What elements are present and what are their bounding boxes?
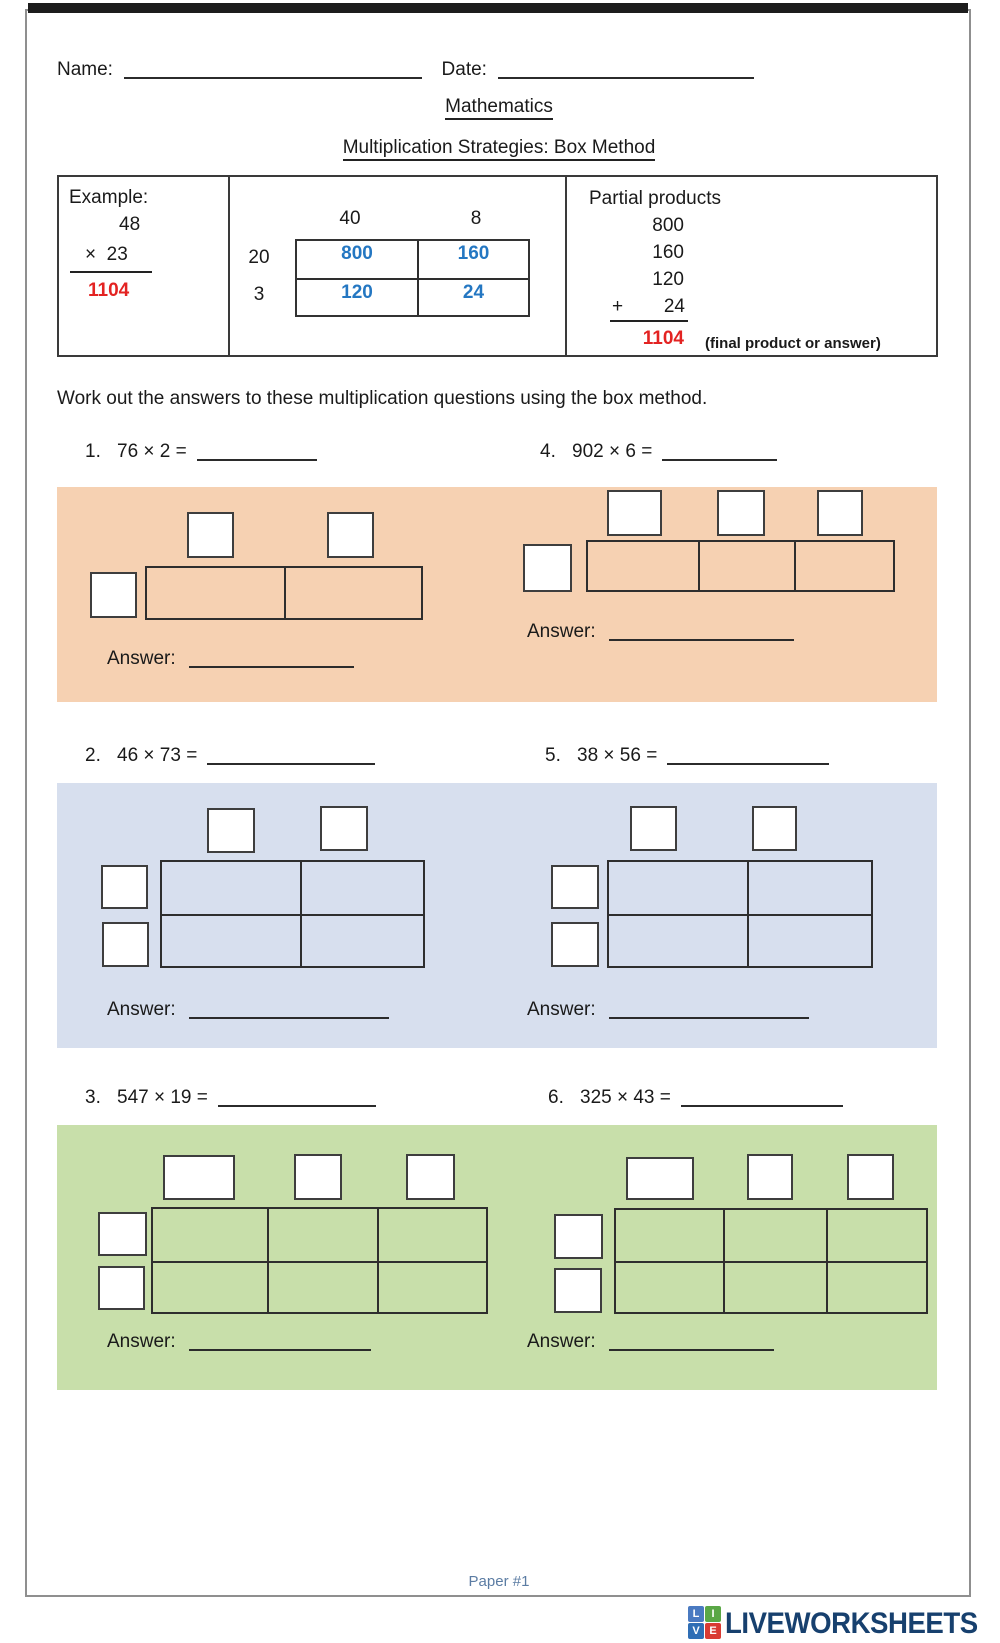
- question-number: 2.: [85, 745, 101, 766]
- plus-sign: +: [612, 296, 624, 317]
- box-method-grid-q3: [151, 1207, 488, 1314]
- factor-box[interactable]: [294, 1154, 342, 1200]
- box-method-grid-q5: [607, 860, 873, 968]
- instruction-text: Work out the answers to these multiplication questions using the box method.: [57, 388, 708, 409]
- answer-row-q3: [107, 1330, 371, 1354]
- answer-blank-q1[interactable]: [189, 647, 354, 668]
- product-cell[interactable]: [698, 542, 794, 590]
- product-cell[interactable]: [609, 914, 747, 966]
- factor-box[interactable]: [626, 1157, 694, 1200]
- logo-square-v: V: [688, 1623, 704, 1639]
- answer-row-q4: [527, 620, 794, 644]
- question-expression: 325 × 43 =: [580, 1087, 671, 1108]
- product-cell[interactable]: [267, 1261, 377, 1313]
- factor-box[interactable]: [163, 1155, 235, 1200]
- product-cell[interactable]: [377, 1209, 486, 1261]
- page-top-edge-bar: [28, 3, 968, 13]
- name-blank[interactable]: [124, 58, 422, 79]
- factor-box[interactable]: [187, 512, 234, 558]
- example-cell: 120: [297, 278, 417, 315]
- factor-box[interactable]: [102, 922, 149, 967]
- sum-rule-line: [610, 320, 688, 322]
- logo-square-e: E: [705, 1623, 721, 1639]
- product-cell[interactable]: [723, 1210, 826, 1261]
- product-cell[interactable]: [794, 542, 893, 590]
- answer-row-q6: [527, 1330, 774, 1354]
- example-multiplier: × 23: [85, 244, 128, 265]
- answer-row-q2: [107, 998, 389, 1022]
- panel-green: [57, 1125, 937, 1390]
- answer-label: Answer:: [527, 999, 596, 1020]
- example-rule-line: [70, 271, 152, 273]
- name-date-row: [57, 58, 754, 82]
- logo-text: LIVEWORKSHEETS: [725, 1607, 978, 1640]
- question-expression: 547 × 19 =: [117, 1087, 208, 1108]
- grid-row-header: 20: [248, 247, 270, 268]
- question-6: [548, 1086, 843, 1110]
- answer-label: Answer:: [107, 648, 176, 669]
- factor-box[interactable]: [554, 1268, 602, 1313]
- question-number: 3.: [85, 1087, 101, 1108]
- liveworksheets-logo: [688, 1606, 1000, 1642]
- product-cell[interactable]: [747, 914, 871, 966]
- question-expression: 902 × 6 =: [572, 441, 653, 462]
- logo-grid-icon: [688, 1606, 721, 1639]
- question-number: 6.: [548, 1087, 564, 1108]
- question-1: [85, 440, 317, 464]
- answer-blank-q6[interactable]: [609, 1330, 774, 1351]
- factor-box[interactable]: [98, 1266, 145, 1310]
- page-subtitle: Multiplication Strategies: Box Method: [343, 137, 656, 161]
- box-method-grid-q2: [160, 860, 425, 968]
- question-3: [85, 1086, 376, 1110]
- name-label: Name:: [57, 59, 113, 80]
- product-cell[interactable]: [153, 1209, 267, 1261]
- example-box-grid: [295, 239, 530, 317]
- example-cell: 160: [417, 241, 528, 278]
- example-working-column: [59, 177, 230, 355]
- question-4-blank[interactable]: [662, 440, 777, 461]
- product-cell[interactable]: [153, 1261, 267, 1313]
- product-cell[interactable]: [747, 862, 871, 914]
- product-cell[interactable]: [300, 914, 423, 966]
- example-product: 1104: [88, 280, 130, 301]
- product-cell[interactable]: [162, 862, 300, 914]
- product-cell[interactable]: [616, 1261, 723, 1312]
- title-row: [25, 95, 973, 119]
- answer-row-q1: [107, 647, 354, 671]
- date-label: Date:: [441, 59, 487, 80]
- example-box-grid-column: [230, 177, 567, 355]
- answer-blank-q3[interactable]: [189, 1330, 371, 1351]
- factor-box[interactable]: [717, 490, 765, 536]
- factor-box[interactable]: [327, 512, 374, 558]
- product-cell[interactable]: [377, 1261, 486, 1313]
- product-cell[interactable]: [300, 862, 423, 914]
- question-3-blank[interactable]: [218, 1086, 376, 1107]
- product-cell[interactable]: [588, 542, 698, 590]
- date-blank[interactable]: [498, 58, 754, 79]
- box-method-grid-q4: [586, 540, 895, 592]
- factor-box[interactable]: [320, 806, 368, 851]
- answer-label: Answer:: [527, 1331, 596, 1352]
- product-cell[interactable]: [147, 568, 284, 618]
- factor-box[interactable]: [90, 572, 137, 618]
- box-method-grid-q1: [145, 566, 423, 620]
- final-product: 1104: [642, 328, 684, 349]
- product-cell[interactable]: [826, 1261, 926, 1312]
- product-cell[interactable]: [616, 1210, 723, 1261]
- panel-blue: [57, 783, 937, 1048]
- example-cell: 800: [341, 243, 373, 264]
- final-product-note: (final product or answer): [705, 335, 881, 352]
- answer-row-q5: [527, 998, 809, 1022]
- logo-square-i: I: [705, 1606, 721, 1622]
- factor-box[interactable]: [752, 806, 797, 851]
- partial-product-value: 800: [652, 215, 684, 236]
- question-6-blank[interactable]: [681, 1086, 843, 1107]
- product-cell[interactable]: [267, 1209, 377, 1261]
- partial-product-value: 160: [652, 242, 684, 263]
- answer-blank-q4[interactable]: [609, 620, 794, 641]
- question-number: 5.: [545, 745, 561, 766]
- grid-col-header: 8: [470, 208, 482, 229]
- question-5: [545, 744, 829, 768]
- factor-box[interactable]: [551, 865, 599, 909]
- page-title: Mathematics: [445, 96, 553, 120]
- product-cell[interactable]: [609, 862, 747, 914]
- factor-box[interactable]: [98, 1212, 147, 1256]
- box-method-grid-q6: [614, 1208, 928, 1314]
- factor-box[interactable]: [406, 1154, 455, 1200]
- question-5-blank[interactable]: [667, 744, 829, 765]
- product-cell[interactable]: [284, 568, 421, 618]
- example-cell: 24: [417, 278, 528, 315]
- factor-box[interactable]: [551, 922, 599, 967]
- question-1-blank[interactable]: [197, 440, 317, 461]
- subtitle-row: [25, 136, 973, 160]
- example-table: [57, 175, 938, 357]
- answer-label: Answer:: [527, 621, 596, 642]
- factor-box[interactable]: [847, 1154, 894, 1200]
- question-2: [85, 744, 375, 768]
- example-multiplicand: 48: [119, 214, 141, 235]
- product-cell[interactable]: [723, 1261, 826, 1312]
- factor-box[interactable]: [554, 1214, 603, 1259]
- grid-row-header: 3: [253, 284, 265, 305]
- factor-box[interactable]: [523, 544, 572, 592]
- logo-square-l: L: [688, 1606, 704, 1622]
- partial-product-value: 24: [663, 296, 685, 317]
- panel-orange: [57, 487, 937, 702]
- question-number: 4.: [540, 441, 556, 462]
- partial-products-title: Partial products: [589, 188, 722, 209]
- question-expression: 76 × 2 =: [117, 441, 187, 462]
- partial-product-value: 120: [652, 269, 684, 290]
- factor-box[interactable]: [607, 490, 662, 536]
- product-cell[interactable]: [826, 1210, 926, 1261]
- product-cell[interactable]: [162, 914, 300, 966]
- partial-product-plus-row: [612, 295, 685, 319]
- question-4: [540, 440, 777, 464]
- answer-label: Answer:: [107, 999, 176, 1020]
- factor-box[interactable]: [747, 1154, 793, 1200]
- question-2-blank[interactable]: [207, 744, 375, 765]
- question-expression: 38 × 56 =: [577, 745, 658, 766]
- factor-box[interactable]: [101, 865, 148, 909]
- example-label: Example:: [69, 187, 149, 208]
- question-number: 1.: [85, 441, 101, 462]
- answer-blank-q5[interactable]: [609, 998, 809, 1019]
- factor-box[interactable]: [207, 808, 255, 853]
- question-expression: 46 × 73 =: [117, 745, 198, 766]
- grid-col-header: 40: [339, 208, 361, 229]
- answer-blank-q2[interactable]: [189, 998, 389, 1019]
- partial-products-column: [567, 177, 936, 355]
- factor-box[interactable]: [817, 490, 863, 536]
- answer-label: Answer:: [107, 1331, 176, 1352]
- paper-label: Paper #1: [468, 1573, 530, 1590]
- factor-box[interactable]: [630, 806, 677, 851]
